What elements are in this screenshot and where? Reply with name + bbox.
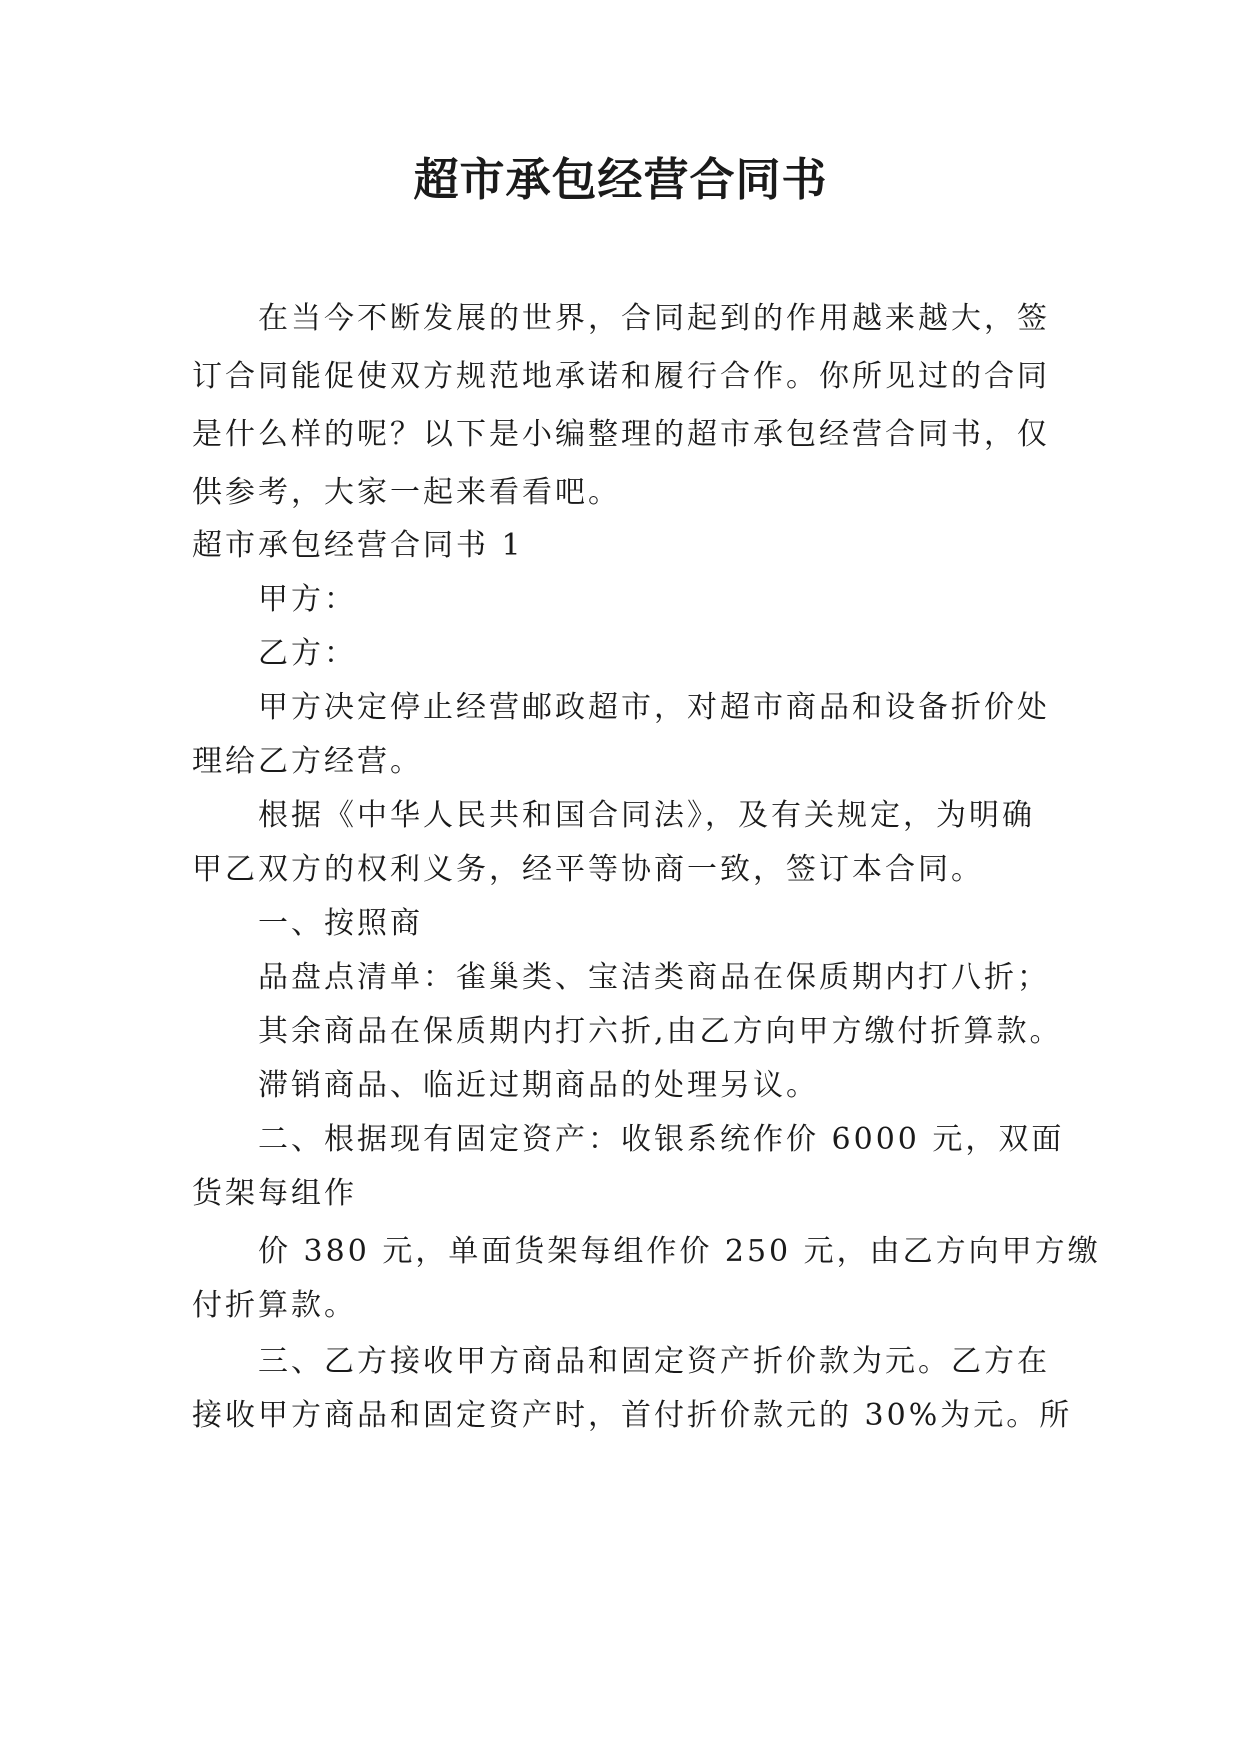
body-line: 品盘点清单：雀巢类、宝洁类商品在保质期内打八折；	[258, 960, 1050, 995]
section-heading: 超市承包经营合同书 1	[192, 528, 524, 563]
party-a-line: 甲方：	[258, 582, 357, 617]
clause-1-heading: 一、按照商	[258, 906, 423, 941]
body-line: 理给乙方经营。	[192, 744, 423, 779]
intro-paragraph: 在当今不断发展的世界，合同起到的作用越来越大，签订合同能促使双方规范地承诺和履行合作。你所见过的合同是什么样的呢？以下是小编整理的超市承包经营合同书，仅供参考，大家一起来看看吧。	[192, 301, 1050, 510]
body-line: 甲乙双方的权利义务，经平等协商一致，签订本合同。	[192, 852, 984, 887]
body-line: 甲方决定停止经营邮政超市，对超市商品和设备折价处	[258, 690, 1050, 725]
body-line: 接收甲方商品和固定资产时，首付折价款元的 30%为元。所	[192, 1398, 1073, 1433]
body-line: 货架每组作	[192, 1176, 357, 1211]
clause-2-line: 二、根据现有固定资产：收银系统作价 6000 元，双面	[258, 1122, 1065, 1157]
body-line: 价 380 元，单面货架每组作价 250 元，由乙方向甲方缴	[258, 1234, 1101, 1269]
body-line: 滞销商品、临近过期商品的处理另议。	[258, 1068, 819, 1103]
clause-3-line: 三、乙方接收甲方商品和固定资产折价款为元。乙方在	[258, 1344, 1050, 1379]
body-line: 付折算款。	[192, 1288, 357, 1323]
document-title: 超市承包经营合同书	[413, 153, 828, 206]
body-line: 根据《中华人民共和国合同法》，及有关规定，为明确	[258, 798, 1035, 833]
party-b-line: 乙方：	[258, 636, 357, 671]
body-line: 其余商品在保质期内打六折,由乙方向甲方缴付折算款。	[258, 1014, 1063, 1049]
